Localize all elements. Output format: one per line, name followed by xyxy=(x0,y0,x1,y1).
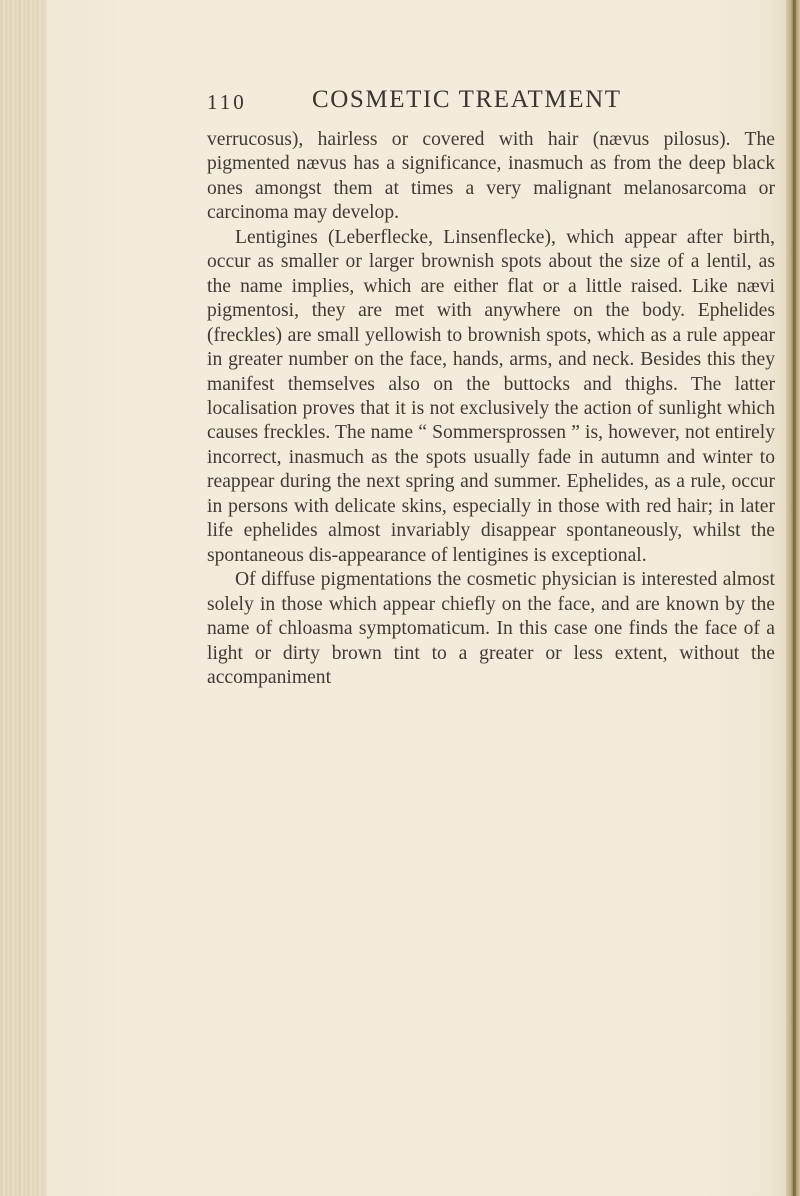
paragraph-continued: verrucosus), hairless or covered with hair (nævus pilosus). The pigmented nævus has a significance, inasmuch as from the deep black ones amongst them at times a very malignant melanosarcoma or carcinoma may develop. xyxy=(207,129,775,224)
page-gutter xyxy=(0,0,46,1196)
paragraph-lentigines: Lentigines (Leberflecke, Linsenflecke), which appear after birth, occur as smaller or larger brownish spots about the size of a lentil, as the name implies, which are either flat or a little raised. Like nævi pigmentosi, they are met with anywhere on the body. Ephelides (freckles) are small yellowish to brownish spots, which as a rule appear in greater number on the face, hands, arms, and neck. Besides this they manifest themselves also on the buttocks and thighs. The latter localisation proves that it is not exclusively the action of sunlight which causes freckles. The name “ Sommersprossen ” is, however, not entirely incorrect, inasmuch as the spots usually fade in autumn and winter to reappear during the next spring and summer. Ephelides, as a rule, occur in persons with delicate skins, especially in those with red hair; in later life ephelides almost invariably disappear spontaneously, whilst the spontaneous dis-appearance of lentigines is exceptional. xyxy=(207,226,775,566)
page-number: 110 xyxy=(207,90,247,114)
running-head-title: COSMETIC TREATMENT xyxy=(312,86,622,113)
running-head xyxy=(207,86,627,120)
page-edge-shadow xyxy=(793,0,796,1196)
paragraph-diffuse-pigmentations: Of diffuse pigmentations the cosmetic physician is interested almost solely in those which appear chiefly on the face, and are known by the name of chloasma symptomaticum. In this case one finds the face of a light or dirty brown tint to a greater or less extent, without the accompaniment xyxy=(207,569,775,688)
body-text xyxy=(207,128,775,690)
